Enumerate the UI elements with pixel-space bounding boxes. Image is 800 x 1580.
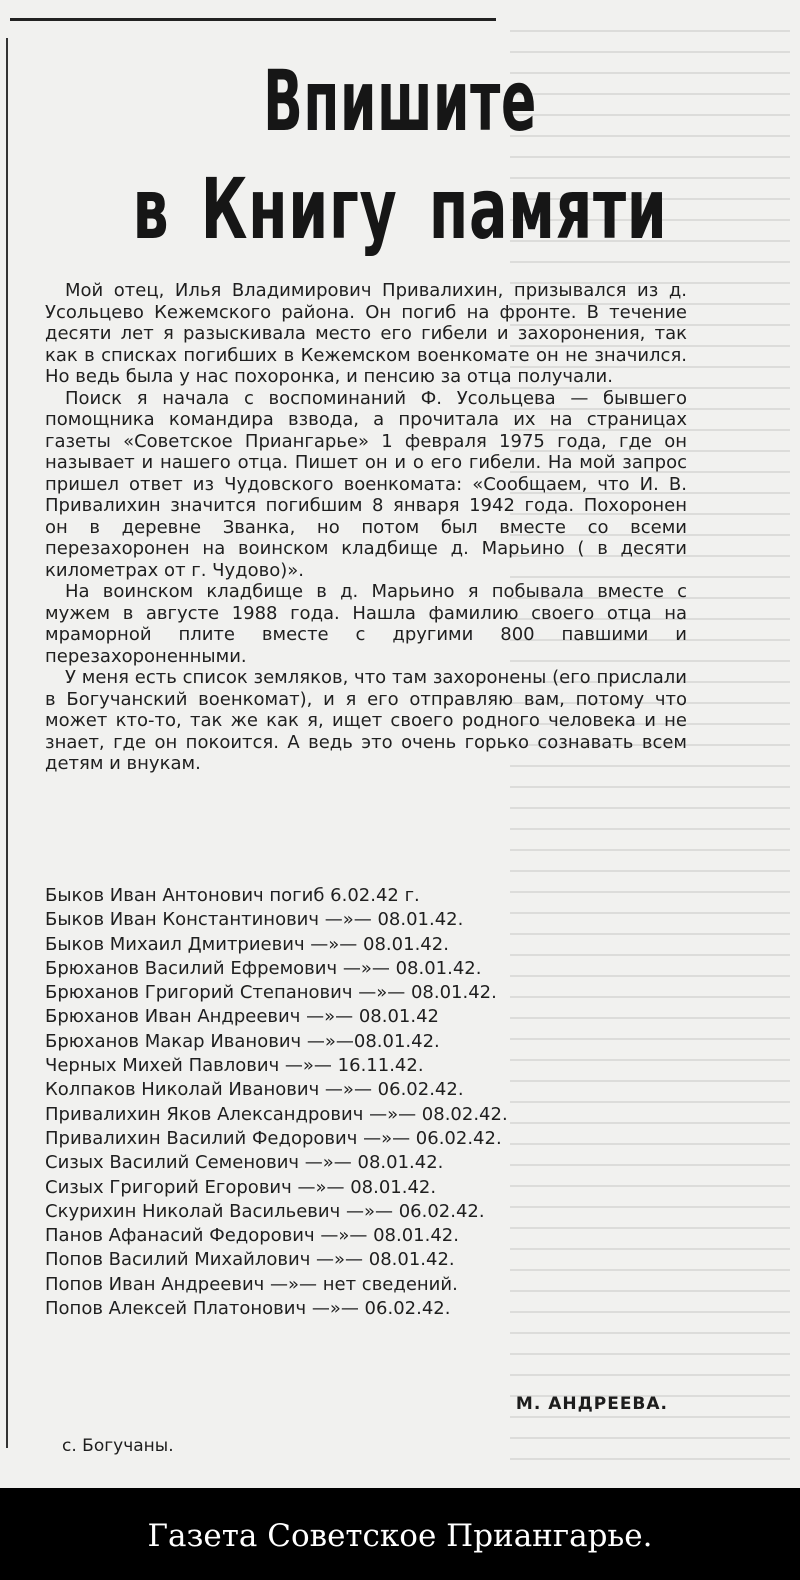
- paragraph-2: Поиск я начала с воспоминаний Ф. Усольцева — бывшего помощника командира взвода, а прочитала их на страницах газеты «Советское Приангарье» 1 февраля 1975 года, где он называет и нашего отца. Пишет он и о его гибели. На мой запрос пришел ответ из Чудовского военкомата: «Сообщаем, что И. В. Привалихин значится погибшим 8 января 1942 года. Похоронен он в деревне Званка, но потом был вместе со всеми перезахоронен на воинском кладбище д. Марьино ( в десяти километрах от г. Чудово)».: [45, 387, 687, 581]
- list-item: Быков Иван Антонович погиб 6.02.42 г.: [45, 885, 420, 906]
- list-item: Быков Михаил Дмитриевич —»— 08.01.42.: [45, 933, 449, 955]
- paragraph-3: На воинском кладбище в д. Марьино я побывала вместе с мужем в августе 1988 года. Нашла фамилию своего отца на мраморной плите вместе с другими 800 павшими и перезахороненными.: [45, 581, 687, 667]
- list-item: Скурихин Николай Васильевич —»— 06.02.42.: [45, 1200, 485, 1222]
- author-location: с. Богучаны.: [62, 1436, 174, 1456]
- list-item: Брюханов Иван Андреевич —»— 08.01.42: [45, 1006, 439, 1028]
- paragraph-1: Мой отец, Илья Владимирович Привалихин, призывался из д. Усольцево Кежемского района. Он погиб на фронте. В течение десяти лет я разыскивала место его гибели и захоронения, так как в списках погибших в Кежемском военкомате он не значился. Но ведь была у нас похоронка, и пенсию за отца получали.: [45, 280, 687, 387]
- list-item: Черных Михей Павлович —»— 16.11.42.: [45, 1055, 424, 1077]
- list-item: Брюханов Василий Ефремович —»— 08.01.42.: [45, 957, 482, 979]
- paragraph-4: У меня есть список земляков, что там захоронены (его прислали в Богучанский военкомат), и я его отправляю вам, потому что может кто-то, так же как я, ищет своего родного человека и не знает, где он покоится. А ведь это очень горько сознавать всем детям и внукам.: [45, 667, 687, 774]
- list-item: Привалихин Василий Федорович —»— 06.02.42.: [45, 1127, 502, 1149]
- author-signature: М. АНДРЕЕВА.: [515, 1394, 668, 1414]
- list-item: Попов Алексей Платонович —»— 06.02.42.: [45, 1298, 451, 1320]
- list-item: Сизых Василий Семенович —»— 08.01.42.: [45, 1152, 444, 1174]
- list-item: Попов Иван Андреевич —»— нет сведений.: [45, 1273, 458, 1295]
- list-item: Попов Василий Михайлович —»— 08.01.42.: [45, 1249, 455, 1271]
- article-body: [45, 280, 687, 775]
- headline-line-1: Впишите: [263, 52, 537, 150]
- top-rule: [10, 18, 496, 21]
- image-caption: Газета Советское Приангарье.: [147, 1518, 653, 1554]
- list-item: Панов Афанасий Федорович —»— 08.01.42.: [45, 1225, 459, 1247]
- list-item: Брюханов Макар Иванович —»—08.01.42.: [45, 1030, 440, 1052]
- list-item: Сизых Григорий Егорович —»— 08.01.42.: [45, 1176, 437, 1198]
- headline-line-2: в Книгу памяти: [132, 160, 668, 258]
- left-rule: [6, 38, 8, 1448]
- list-item: Быков Иван Константинович —»— 08.01.42.: [45, 909, 464, 931]
- names-list: [45, 884, 685, 1321]
- list-item: Привалихин Яков Александрович —»— 08.02.42.: [45, 1103, 508, 1125]
- list-item: Брюханов Григорий Степанович —»— 08.01.42.: [45, 982, 497, 1004]
- list-item: Колпаков Николай Иванович —»— 06.02.42.: [45, 1079, 464, 1101]
